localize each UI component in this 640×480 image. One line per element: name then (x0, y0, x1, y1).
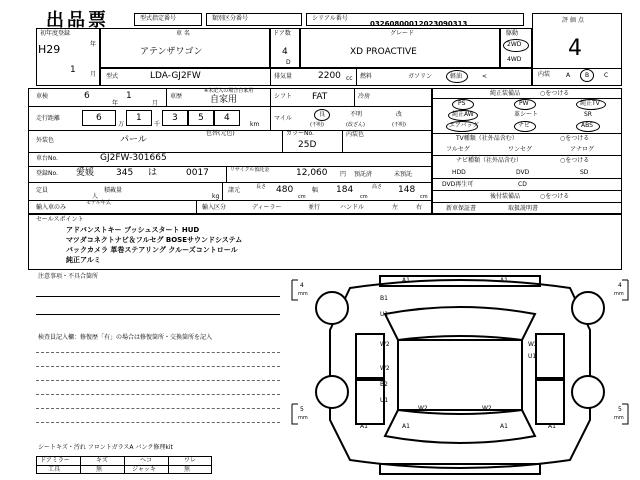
serial-label-3: シリアル番号 (312, 15, 348, 22)
displacement-label: 排気量 (274, 73, 293, 80)
era-year: H29 (38, 43, 61, 56)
type-divider-1 (270, 68, 271, 86)
odo-status-good: 良 (319, 111, 326, 118)
insp-month: 1 (126, 91, 132, 101)
first-reg-month: 1 (70, 65, 76, 75)
odo-digit-4: 5 (198, 113, 204, 123)
equip-abs: ABS (581, 122, 593, 129)
tire-fl: 4 (300, 282, 304, 289)
import-cat-label: 輸入区分 (202, 204, 227, 211)
drive-4wd: 4WD (507, 56, 522, 63)
insp-div-7 (226, 166, 227, 182)
insp-note-1 (36, 352, 280, 353)
equip-aw: 純正AW (452, 111, 474, 118)
damage-mark: U1 (528, 353, 537, 360)
acc-cell-1: 工具 (48, 466, 61, 473)
odo-digit-1: 6 (96, 113, 102, 123)
defect-line-2 (36, 314, 280, 315)
tire-box-fr (622, 280, 628, 300)
damage-mark: B1 (380, 295, 388, 302)
defect-line-1 (36, 296, 280, 297)
equip-ps: PS (458, 100, 466, 107)
equip-line-3 (432, 155, 622, 156)
insp-note-2 (36, 366, 280, 367)
cabin-outline (398, 340, 522, 410)
tire-rr: 5 (618, 406, 622, 413)
damage-mark: A1 (548, 423, 556, 430)
insp-row-line-5 (28, 182, 432, 183)
insp-div-6 (342, 130, 343, 152)
navi-hdd: HDD (452, 169, 466, 176)
tire-fr: 4 (618, 282, 622, 289)
tire-box-rl (292, 404, 298, 424)
handle-label: ハンドル (340, 204, 365, 211)
tv-label: TV種類（社外品含む） (456, 135, 518, 142)
ac-label: 冷房 (358, 93, 371, 100)
chassis-no: GJ2FW-301665 (100, 153, 167, 163)
insp-div-4 (270, 106, 271, 130)
reg-kana: は (148, 168, 158, 178)
ext-color-label: 外装色 (36, 137, 55, 144)
insp-note-4 (36, 394, 280, 395)
interior-color-label: 内装色 (346, 131, 365, 138)
sales-line-4: 純正アルミ (66, 256, 101, 264)
new-car-warranty: 新車保証書 (446, 205, 477, 212)
year-unit: 年 (90, 41, 97, 48)
length-label: 長さ (256, 184, 267, 190)
genuine-label: 純正装備品 (490, 90, 521, 97)
odo-digit-2: 1 (136, 113, 142, 123)
dims-label: 諸元 (228, 187, 241, 194)
model-type: LDA-GJ2FW (150, 71, 201, 81)
acc-head-2: キズ (96, 457, 108, 464)
fuel-gasoline: ガソリン (408, 73, 433, 80)
damage-mark: B2 (380, 381, 388, 388)
navi-dvd: DVD (516, 169, 530, 176)
acc-head-1: ドアミラー (40, 457, 70, 464)
damage-mark: W2 (380, 365, 390, 372)
recycle-label: リサイクル預託金 (230, 167, 270, 173)
width-label: 幅 (312, 187, 319, 194)
shaken-label: 車検 (36, 93, 49, 100)
model-type-label: 型式 (106, 73, 119, 80)
grade-label: グレード (390, 30, 415, 37)
damage-mark: A1 (500, 423, 508, 430)
damage-mark: A1 (402, 423, 410, 430)
color-no-label: カラーNo. (286, 130, 314, 137)
interior-c: C (604, 72, 609, 79)
acc-table-col-2 (124, 456, 125, 474)
serial-label-2: 類別区分番号 (212, 15, 249, 22)
tv-full: フルセグ (446, 146, 470, 153)
damage-mark: A1 (402, 277, 410, 284)
sales-line-3: バックカメラ 革巻ステアリング クルーズコントロール (66, 246, 238, 254)
recycle-deposit: 預託済 (354, 171, 373, 178)
windshield-outline (385, 307, 535, 340)
interior-label: 内装 (538, 71, 551, 78)
grade-value: XD PROACTIVE (350, 47, 417, 57)
fuel-other: < (482, 73, 488, 80)
dealer: ディーラー (252, 204, 282, 211)
displacement: 2200 (318, 71, 341, 81)
reg-number: 0017 (186, 168, 209, 178)
handle-left: 左 (392, 204, 399, 211)
shift-value: FAT (312, 92, 328, 102)
reg-class: 345 (116, 168, 134, 178)
door-letter: D (286, 59, 291, 66)
right-door-front (536, 334, 564, 378)
first-reg-label: 初年度登録 (40, 30, 71, 37)
usage-label: 車歴 (170, 93, 183, 100)
sales-line-2: マツダコネクトナビ＆フルセグ BOSEサウンドシステム (66, 236, 243, 244)
sales-line-1: アドバンストキー プッシュスタート HUD (66, 226, 200, 234)
inspector-label: 検査員記入欄：修復歴「有」の場合は修復箇所・交換箇所を記入 (38, 334, 213, 341)
insp-note-5 (36, 408, 280, 409)
odo-status-sub-1: (不明) (310, 122, 324, 128)
width: 184 (336, 185, 354, 195)
odo-status-sub-2: (改ざん) (346, 122, 365, 128)
damage-mark: U1 (380, 311, 389, 318)
odo-km: km (250, 121, 260, 128)
wheel-rear-right (572, 376, 604, 408)
length: 480 (276, 185, 294, 195)
reg-area: 愛媛 (76, 168, 95, 178)
eval-score: 4 (568, 36, 582, 61)
tire-fl-unit: mm (298, 291, 308, 297)
capacity-label: 定員 (36, 187, 49, 194)
odo-man: 万 (118, 121, 125, 128)
tv-mark: ○をつける (560, 135, 590, 142)
equip-leather: 革シート (514, 111, 539, 118)
car-name: アテンザワゴン (140, 47, 203, 57)
equip-sr: SR (584, 111, 592, 118)
ext-color: パール (120, 135, 147, 145)
car-damage-diagram (290, 270, 630, 478)
insp-div-5 (282, 130, 283, 152)
insp-note-3 (36, 380, 280, 381)
height-label: 高さ (372, 184, 383, 190)
odo-digit-3: 3 (172, 113, 178, 123)
reg-label: 登録No. (36, 170, 58, 177)
insp-div-9 (196, 200, 197, 214)
right-door-rear (536, 380, 564, 424)
height: 148 (398, 185, 416, 195)
equip-pw: PW (519, 100, 529, 107)
equip-airbag: エアバッグ (449, 122, 479, 129)
damage-mark: U1 (380, 397, 389, 404)
aftermarket-label: 後付装備品 (490, 193, 521, 200)
height-cm: cm (420, 194, 428, 200)
tire-rl: 5 (300, 406, 304, 413)
equip-line-5 (432, 190, 622, 191)
odo-status-sub-3: (不明) (392, 122, 406, 128)
defects-label: 注意事項・不具合箇所 (38, 273, 99, 280)
acc-head-3: ヘコ (140, 457, 153, 464)
damage-mark: W2 (380, 341, 390, 348)
insp-div-1 (166, 88, 167, 106)
car-body-outline (330, 277, 590, 468)
tire-rl-unit: mm (298, 415, 308, 421)
wheel-rear-left (316, 376, 348, 408)
navi-mark: ○をつける (560, 157, 590, 164)
insp-div-3 (354, 88, 355, 106)
tire-box-rr (622, 404, 628, 424)
damage-mark: A1 (360, 423, 368, 430)
acc-table-col-3 (168, 456, 169, 474)
tire-box-fl (292, 280, 298, 300)
insp-month-unit: 月 (152, 100, 159, 107)
color-no: 25D (298, 140, 317, 150)
insp-row-line-1 (28, 106, 432, 107)
equip-line-6 (432, 202, 622, 203)
drive-label: 駆動 (506, 30, 519, 37)
sales-points-label: セールスポイント (36, 216, 84, 223)
insp-year-unit: 年 (112, 100, 119, 107)
equip-navi: ナビ (518, 122, 531, 129)
tire-rr-unit: mm (614, 415, 624, 421)
odo-digit-5: 4 (224, 113, 230, 123)
insp-year: 6 (84, 91, 90, 101)
eval-divider (532, 68, 622, 69)
acc-head-4: ワレ (184, 457, 197, 464)
insp-div-2 (270, 88, 271, 106)
acc-cell-3: ジャッキ (132, 466, 156, 473)
navi-sd: SD (580, 169, 589, 176)
equip-line-2 (432, 133, 622, 134)
acc-cell-2: 無 (96, 466, 103, 473)
odo-sen: 千 (154, 121, 161, 128)
wheel-front-right (572, 292, 604, 324)
dvd-label: DVD再生可 (442, 181, 474, 188)
damage-mark: W2 (528, 341, 538, 348)
tv-analog: アナログ (570, 146, 595, 153)
tv-one: ワンセグ (508, 146, 533, 153)
insp-div-8 (222, 182, 223, 200)
usage-value: 自家用 (210, 95, 238, 105)
recycle-value: 12,060 (296, 168, 328, 178)
capacity-unit: 人 (92, 193, 99, 200)
interior-a: A (566, 72, 571, 79)
serial-number: 03260800012023090313 (370, 20, 468, 28)
type-divider-2 (356, 68, 357, 86)
car-name-label: 車 名 (176, 30, 190, 37)
width-cm: cm (360, 194, 368, 200)
serial-label-1: 型式指定番号 (140, 15, 177, 22)
fuel-label: 燃料 (360, 73, 373, 80)
eval-label: 評 価 点 (562, 17, 584, 24)
odo-status-altered: 改 (396, 111, 403, 118)
acc-cell-4: 無 (184, 466, 191, 473)
damage-mark: W2 (418, 405, 428, 412)
parallel: 並行 (308, 204, 321, 211)
wheel-front-left (316, 292, 348, 324)
import-label: 輸入車のみ (36, 204, 67, 211)
month-unit: 月 (90, 71, 97, 78)
handle-right: 右 (416, 204, 423, 211)
fuel-light-oil: 軽油 (450, 73, 463, 80)
load-label: 積載量 (104, 187, 123, 194)
insp-note-6 (36, 422, 280, 423)
length-cm: cm (298, 194, 306, 200)
form-title: 出品票 (46, 10, 109, 31)
insp-row-line-3 (28, 152, 432, 153)
manual: 取扱説明書 (508, 205, 539, 212)
cd-label: CD (518, 181, 527, 188)
odo-label: 走行距離 (36, 115, 61, 122)
model-year-label: モデル年式 (86, 200, 111, 206)
doors-value: 4 (282, 47, 288, 57)
shift-label: シフト (274, 93, 293, 100)
recycle-yen: 円 (340, 171, 347, 178)
chassis-label: 車台No. (36, 155, 58, 162)
acc-table-col-1 (80, 456, 81, 474)
damage-mark: A1 (500, 277, 508, 284)
cc-unit: cc (346, 75, 353, 82)
navi-label: ナビ種類（社外品含む） (456, 157, 523, 164)
color-change-label: 色替(元色) (206, 130, 235, 137)
equip-line-4 (432, 178, 622, 179)
mile-label: マイル (274, 115, 292, 122)
load-unit: kg (212, 193, 220, 200)
tire-fr-unit: mm (614, 291, 624, 297)
recycle-not: 未預託 (394, 171, 413, 178)
doors-label: ドア数 (273, 30, 291, 37)
equip-tv: 純正TV (580, 100, 600, 107)
usage-caption: ※未記入の場合自家用 (204, 88, 254, 94)
damage-mark: W2 (482, 405, 492, 412)
genuine-mark: ○をつける (540, 90, 570, 97)
odo-status-unknown: 不明 (350, 111, 363, 118)
aftermarket-mark: ○をつける (540, 193, 570, 200)
drive-2wd: 2WD (507, 41, 522, 48)
interior-b: B (585, 72, 590, 79)
seat-note: シートキズ・汚れ フロントガラスA バンク修理kit (38, 444, 173, 451)
